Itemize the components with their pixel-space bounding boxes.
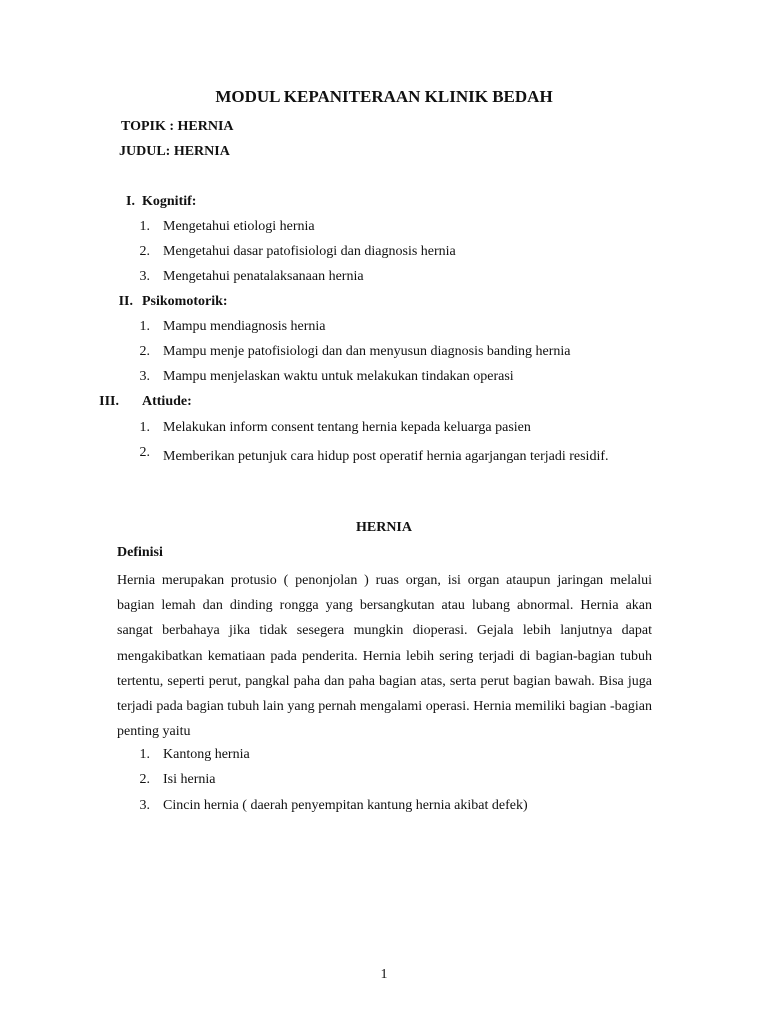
section-1-item-1: Mengetahui etiologi hernia xyxy=(163,219,315,234)
bagian-item-3: Cincin hernia ( daerah penyempitan kantung hernia akibat defek) xyxy=(163,798,528,813)
section-2-item-2-number: 2. xyxy=(139,344,150,359)
section-1-item-2: Mengetahui dasar patofisiologi dan diagnosis hernia xyxy=(163,244,456,259)
section-3-roman: III. xyxy=(99,394,119,409)
section-1-heading: Kognitif: xyxy=(142,194,197,209)
section-1-item-2-number: 2. xyxy=(139,244,150,259)
section-1-roman: I. xyxy=(126,194,135,209)
bagian-item-1-number: 1. xyxy=(139,747,150,762)
section-3-item-1: Melakukan inform consent tentang hernia kepada keluarga pasien xyxy=(163,420,531,435)
section-2-item-2: Mampu menje patofisiologi dan dan menyusun diagnosis banding hernia xyxy=(163,344,571,359)
definisi-text: Hernia merupakan protusio ( penonjolan ) ruas organ, isi organ ataupun jaringan melalui bagian lemah dan dinding rongga yang bersangkutan atau lubang abnormal. Hernia akan sangat berbahaya jika tidak sesegera mungkin dioperasi. Gejala lebih lanjutnya dapat mengakibatkan kematiaan pada penderita. Hernia lebih sering terjadi di bagian-bagian tubuh tertentu, seperti perut, pangkal paha dan paha bagian atas, serta perut bagian bawah. Bisa juga terjadi pada bagian tubuh lain yang pernah mengalami operasi. Hernia memiliki bagian -bagian penting yaitu xyxy=(117,573,652,740)
section-3-item-2: Memberikan petunjuk cara hidup post operatif hernia agarjangan terjadi residif. xyxy=(163,449,609,464)
section-1-item-3: Mengetahui penatalaksanaan hernia xyxy=(163,269,364,284)
section-2-item-3: Mampu menjelaskan waktu untuk melakukan tindakan operasi xyxy=(163,369,514,384)
bagian-item-1: Kantong hernia xyxy=(163,747,250,762)
section-1-item-3-number: 3. xyxy=(139,269,150,284)
definisi-heading: Definisi xyxy=(117,545,163,560)
section-2-item-1-number: 1. xyxy=(139,319,150,334)
hernia-heading: HERNIA xyxy=(355,520,412,535)
bagian-item-3-number: 3. xyxy=(139,798,150,813)
bagian-item-2-number: 2. xyxy=(139,772,150,787)
bagian-item-2: Isi hernia xyxy=(163,772,216,787)
judul-line: JUDUL: HERNIA xyxy=(119,144,230,159)
page-number: 1 xyxy=(380,967,388,982)
section-2-item-3-number: 3. xyxy=(139,369,150,384)
section-2-roman: II. xyxy=(118,294,133,309)
section-2-item-1: Mampu mendiagnosis hernia xyxy=(163,319,326,334)
section-1-item-1-number: 1. xyxy=(139,219,150,234)
section-3-item-2-number: 2. xyxy=(139,445,150,460)
topik-line: TOPIK : HERNIA xyxy=(121,119,234,134)
section-3-item-1-number: 1. xyxy=(139,420,150,435)
section-3-heading: Attiude: xyxy=(142,394,192,409)
section-2-heading: Psikomotorik: xyxy=(142,294,228,309)
document-title: MODUL KEPANITERAAN KLINIK BEDAH xyxy=(215,87,553,106)
definisi-paragraph xyxy=(117,568,652,744)
